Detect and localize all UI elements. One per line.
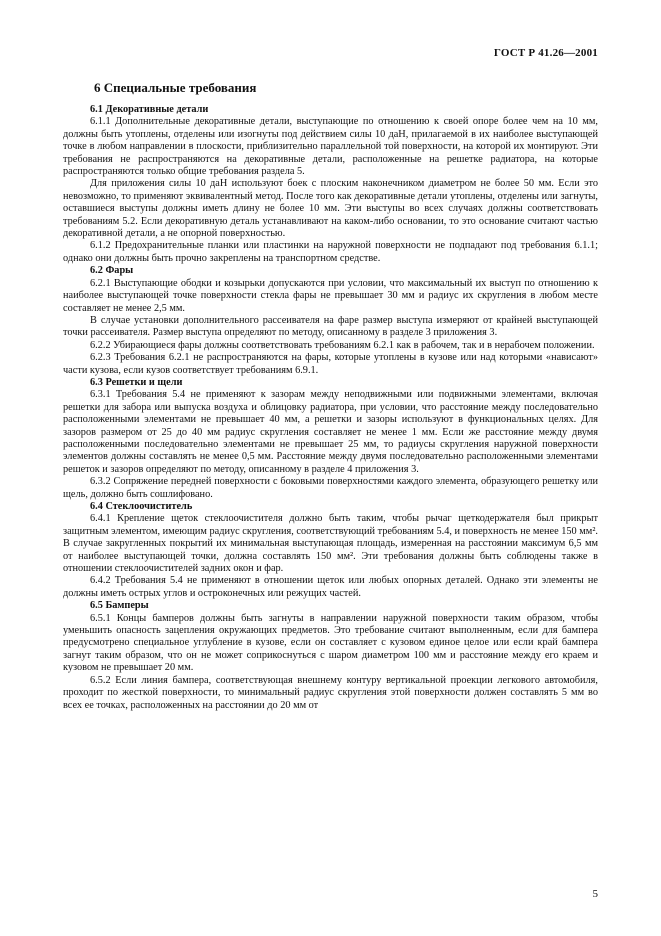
subsection-heading: 6.2 Фары: [90, 265, 134, 277]
paragraph: 6.3.2 Сопряжение передней поверхности с боковыми поверхностями каждого элемента, образующего решетку или щель, должно быть сошлифовано.: [63, 476, 598, 500]
document-header: ГОСТ Р 41.26—2001: [493, 47, 598, 59]
paragraph: 6.4.2 Требования 5.4 не применяют в отношении щеток или любых опорных деталей. Однако эти элементы не должны иметь острых углов и остроконечных или режущих частей.: [63, 575, 598, 599]
subsection-heading: 6.4 Стеклоочиститель: [90, 501, 193, 512]
paragraph: 6.2.3 Требования 6.2.1 не распространяются на фары, которые утоплены в кузове или над которыми «нависают» части кузова, если кузов соответствует требованиям 6.9.1.: [63, 352, 598, 376]
paragraph: 6.5.2 Если линия бампера, соответствующая внешнему контуру вертикальной проекции легкового автомобиля, проходит по жесткой поверхности, то минимальный радиус скругления этой поверхности должен составлять 5 мм во всех ее точках, расположенных на расстоянии до 20 мм от: [63, 674, 598, 711]
subsection-heading: 6.3 Решетки и щели: [90, 376, 183, 388]
page-number: 5: [592, 888, 598, 900]
subsection-heading: 6.1 Декоративные детали: [90, 104, 209, 115]
paragraph: 6.1.1 Дополнительные декоративные детали, выступающие по отношению к своей опоре более чем на 10 мм, должны быть утоплены, отделены или изогнуты под действием силы 10 даН, прилагаемой в их наиболее выступающей точке в любом направлении в плоскости, приблизительно параллельной той поверхности, на которой их монтируют. Эти требования не распространяются на декоративные детали, расположенные на решетке радиатора, на которые распространяются только общие требования раздела 5.: [63, 116, 598, 178]
paragraph: Для приложения силы 10 даН используют боек с плоским наконечником диаметром не более 50 мм. Если это невозможно, то применяют эквивалентный метод. После того как декоративные детали утоплены, отделены или загнуты, оставшиеся выступы должны иметь длину не более 10 мм. Эти выступы во всех случаях должны соответствовать требованиям 5.2. Если декоративную деталь устанавливают на каком-либо основании, то это основание считают частью декоративной детали, а не опорной поверхностью.: [63, 178, 598, 240]
paragraph: 6.2.2 Убирающиеся фары должны соответствовать требованиям 6.2.1 как в рабочем, так и в нерабочем положении.: [90, 339, 595, 351]
paragraph: 6.3.1 Требования 5.4 не применяют к зазорам между неподвижными или подвижными элементами, включая решетки для забора или выпуска воздуха и облицовку радиатора, при условии, что расстояние между последовательно расположенными элементами не превышает 40 мм, а решетки и зазоры используют в функциональных целях. Для зазоров размером от 25 до 40 мм радиус скругления составляет не менее 1 мм. Если же расстояние между двумя расположенными последовательно элементами не превышает 25 мм, то радиусы скругления наружной поверхности элементов должны составлять не менее 0,5 мм. Расстояние между двумя последовательно расположенными элементами решеток и зазоров определяют по методу, описанному в разделе 4 приложения 3.: [63, 389, 598, 475]
paragraph: 6.4.1 Крепление щеток стеклоочистителя должно быть таким, чтобы рычаг щеткодержателя был прикрыт защитным элементом, имеющим радиус скругления, соответствующий требованиям 5.4, и поверхность не менее 150 мм². В случае закругленных покрытий их минимальная выступающая площадь, измеренная на расстоянии максимум 6,5 мм от наиболее выступающей точки, должна составлять 150 мм². Эти требования должны быть соблюдены также в отношении стеклоочистителей задних окон и фар.: [63, 513, 598, 575]
paragraph: 6.1.2 Предохранительные планки или пластинки на наружной поверхности не подпадают под требования 6.1.1; однако они должны быть прочно закреплены на транспортном средстве.: [63, 240, 598, 264]
paragraph: 6.5.1 Концы бамперов должны быть загнуты в направлении наружной поверхности таким образом, чтобы уменьшить опасность зацепления окружающих предметов. Это требование считают выполненным, если для бампера предусмотрено специальное углубление в кузове, если он составляет с кузовом единое целое или если край бампера загнут таким образом, что он не может соприкоснуться с шаром диаметром 100 мм и расстояние между его краем и кузовом не превышает 20 мм.: [63, 612, 598, 674]
paragraph: 6.2.1 Выступающие ободки и козырьки допускаются при условии, что максимальный их выступ по отношению к наиболее выступающей точке поверхности стекла фары не превышает 30 мм и радиус их скругления в любом месте составляет не менее 2,5 мм.: [63, 277, 598, 314]
paragraph: В случае установки дополнительного рассеивателя на фаре размер выступа измеряют от крайней выступающей точки рассеивателя. Размер выступа определяют по методу, описанному в разделе 3 приложения 3.: [63, 314, 598, 339]
section-title: 6 Специальные требования: [94, 80, 257, 95]
subsection-heading: 6.5 Бамперы: [90, 600, 149, 612]
document-body: [63, 104, 598, 712]
